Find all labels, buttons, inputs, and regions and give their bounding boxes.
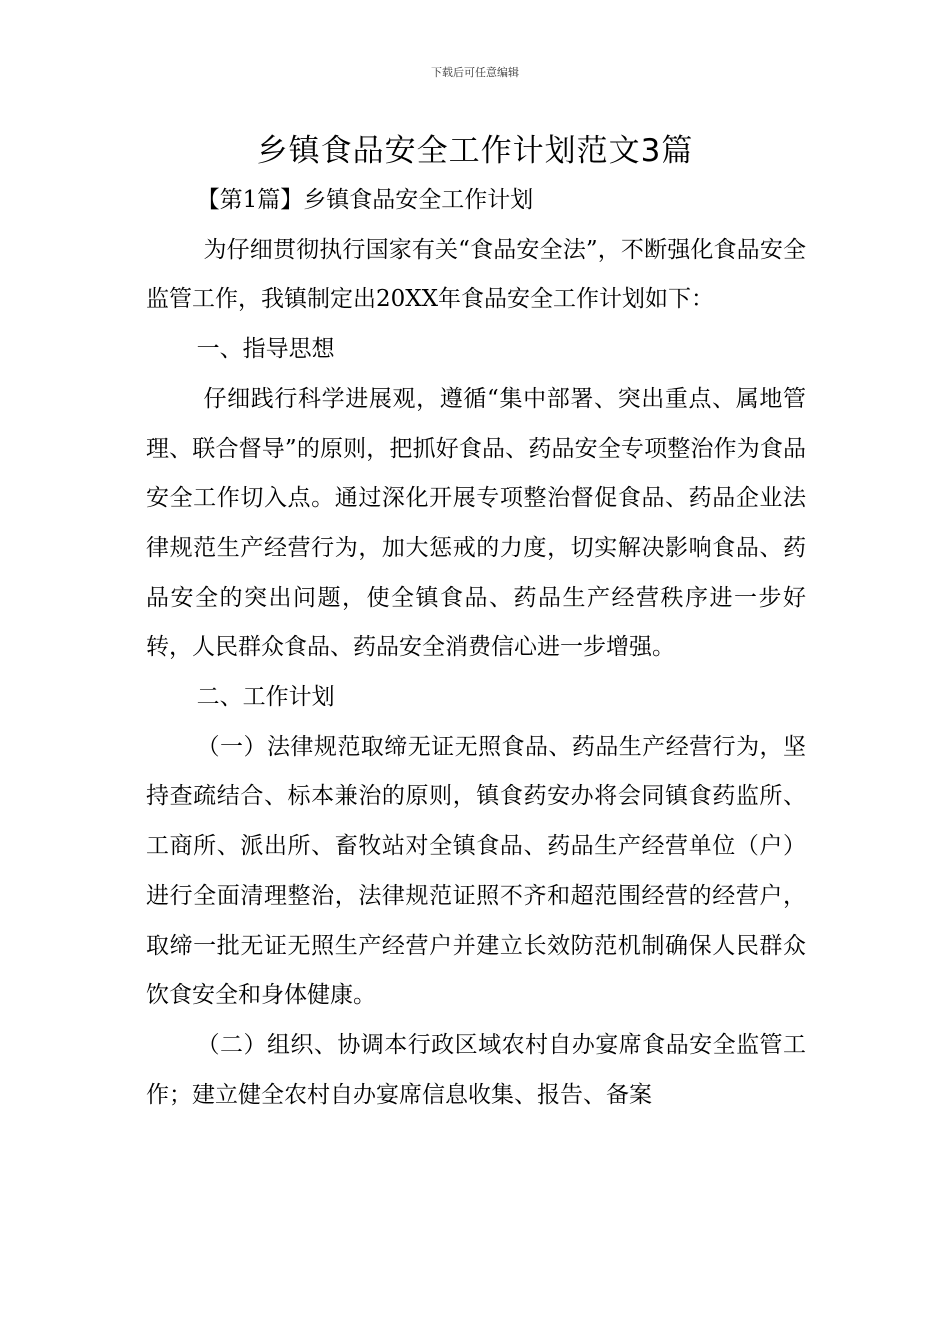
document-title: 乡镇食品安全工作计划范文3篇 [256,133,694,169]
work-plan-item-1: （一）法律规范取缔无证无照食品、药品生产经营行为，坚持查疏结合、标本兼治的原则，镇食药安办将会同镇食药监所、工商所、派出所、畜牧站对全镇食品、药品生产经营单位（户）进行全面清理整治，法律规范证照不齐和超范围经营的经营户，取缔一批无证无照生产经营户并建立长效防范机制确保人民群众饮食安全和身体健康。 [146,733,806,1009]
section-heading-part-1: 【第1篇】乡镇食品安全工作计划 [196,187,534,213]
guiding-thought-paragraph: 仔细践行科学进展观，遵循“集中部署、突出重点、属地管理、联合督导”的原则，把抓好食品、药品安全专项整治作为食品安全工作切入点。通过深化开展专项整治督促食品、药品企业法律规范生产经营行为，加大惩戒的力度，切实解决影响食品、药品安全的突出问题，使全镇食品、药品生产经营秩序进一步好转，人民群众食品、药品安全消费信心进一步增强。 [146,385,806,661]
work-plan-item-2: （二）组织、协调本行政区域农村自办宴席食品安全监管工作；建立健全农村自办宴席信息收集、报告、备案 [146,1031,806,1108]
document-body [146,176,806,1120]
header-note: 下载后可任意编辑 [431,66,519,79]
intro-paragraph: 为仔细贯彻执行国家有关“食品安全法”，不断强化食品安全监管工作，我镇制定出20XX年食品安全工作计划如下： [146,236,806,313]
section-heading-guiding-thought: 一、指导思想 [196,336,335,363]
section-heading-work-plan: 二、工作计划 [196,684,335,711]
